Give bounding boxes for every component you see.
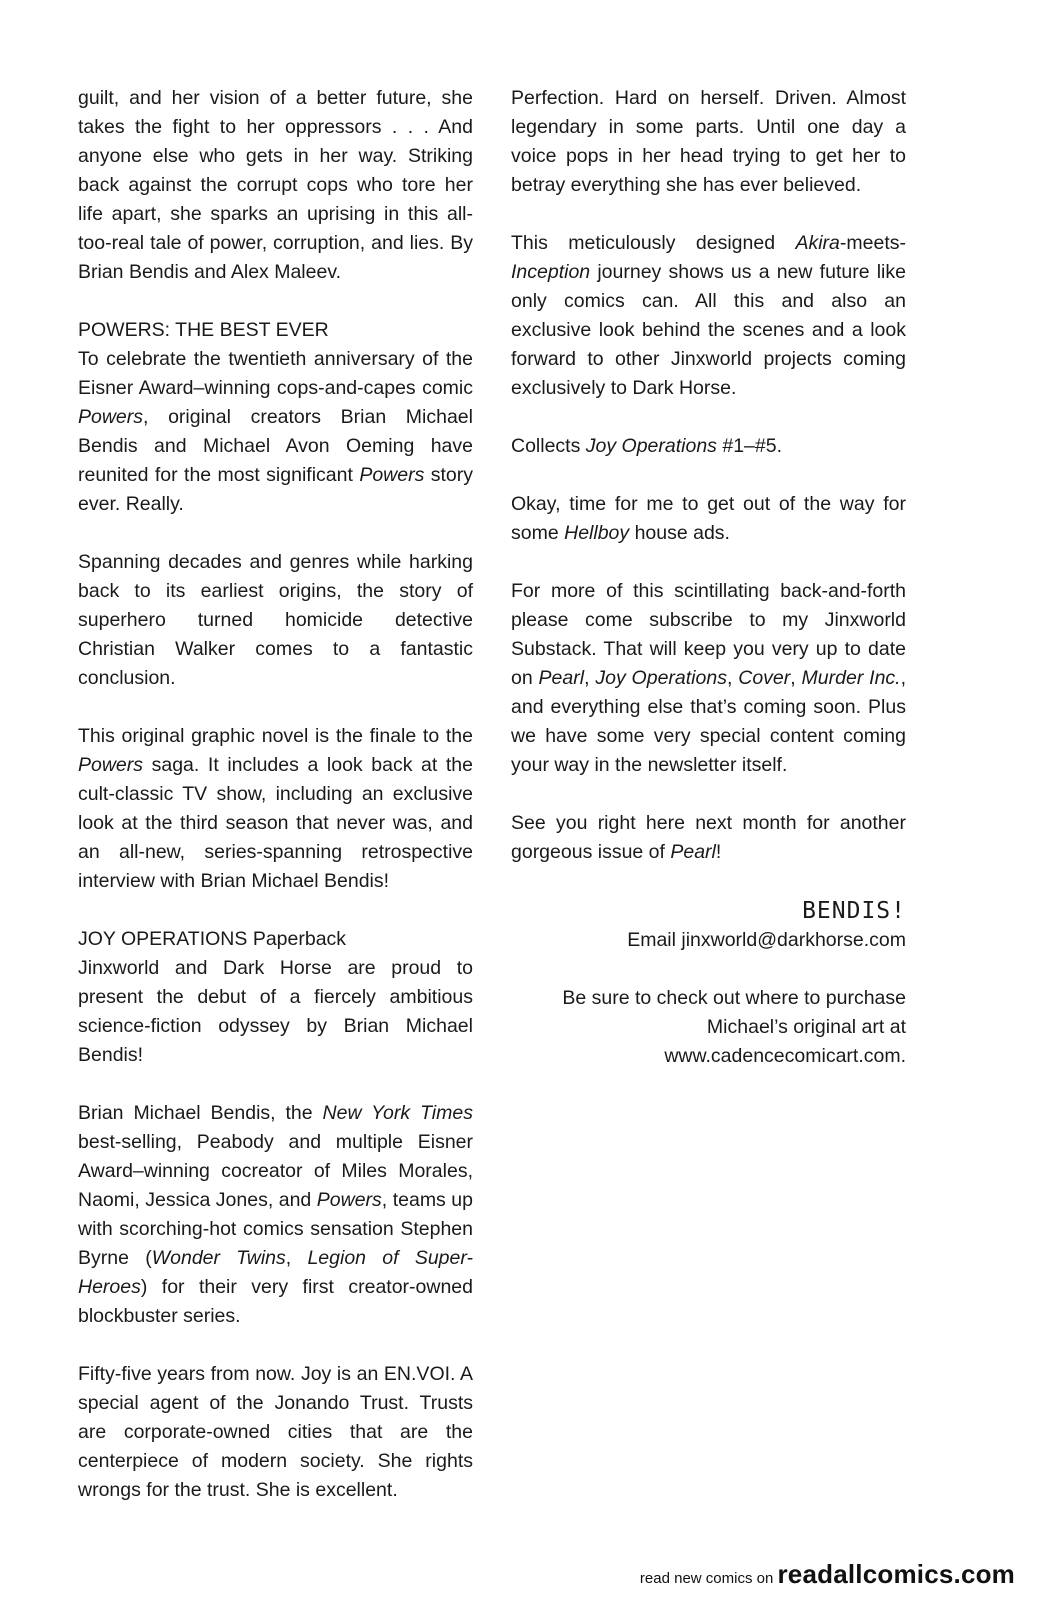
joy-paragraph-5: This meticulously designed Akira-meets-Inception journey shows us a new future like only comics can. All this and also an exclusive look behind the scenes and a look forward to other Jinxworld projects coming exclusively to Dark Horse.: [511, 232, 906, 399]
art-line-3: www.cadencecomicart.com.: [664, 1045, 906, 1067]
powers-paragraph-1: To celebrate the twentieth anniversary of the Eisner Award–winning cops-and-capes comic Powers, original creators Brian Michael Bendis and Michael Avon Oeming have reunited for the most significant Powers story ever. Really.: [78, 348, 473, 515]
art-line-2: Michael’s original art at: [706, 1016, 906, 1038]
email-line: Email jinxworld@darkhorse.com: [627, 929, 906, 951]
powers-heading: POWERS: THE BEST EVER: [78, 319, 329, 341]
closing-paragraph: See you right here next month for another gorgeous issue of Pearl!: [511, 812, 906, 863]
footer-prefix: read new comics on: [639, 1570, 778, 1587]
joy-paragraph-3: Fifty-five years from now. Joy is an EN.VOI. A special agent of the Jonando Trust. Trusts are corporate-owned cities that are the centerpiece of modern society. She rights wrongs for the trust. She is excellent.: [78, 1363, 473, 1501]
joy-paragraph-4: Perfection. Hard on herself. Driven. Almost legendary in some parts. Until one day a voice pops in her head trying to get her to betray everything she has ever believed.: [511, 87, 906, 196]
left-column: [78, 84, 473, 1505]
watermark-footer: [640, 1559, 1015, 1590]
powers-paragraph-2: Spanning decades and genres while harking back to its earliest origins, the story of superhero turned homicide detective Christian Walker comes to a fantastic conclusion.: [78, 551, 473, 689]
collects-line: Collects Joy Operations #1–#5.: [511, 435, 782, 457]
joy-paragraph-1: Jinxworld and Dark Horse are proud to present the debut of a fiercely ambitious science-fiction odyssey by Brian Michael Bendis!: [78, 957, 473, 1066]
footer-brand: readallcomics.com: [777, 1559, 1015, 1589]
intro-paragraph: guilt, and her vision of a better future, she takes the fight to her oppressors . . . And anyone else who gets in her way. Striking back against the corrupt cops who tore her life apart, she sparks an uprising in this all-too-real tale of power, corruption, and lies. By Brian Bendis and Alex Maleev.: [78, 87, 473, 283]
house-ads-paragraph: Okay, time for me to get out of the way for some Hellboy house ads.: [511, 493, 906, 544]
powers-paragraph-3: This original graphic novel is the finale to the Powers saga. It includes a look back at the cult-classic TV show, including an exclusive look at the third season that never was, and an all-new, series-spanning retrospective interview with Brian Michael Bendis!: [78, 725, 473, 892]
right-column: [511, 84, 906, 1071]
joy-heading: JOY OPERATIONS Paperback: [78, 928, 347, 950]
art-line-1: Be sure to check out where to purchase: [562, 987, 906, 1009]
substack-paragraph: For more of this scintillating back-and-forth please come subscribe to my Jinxworld Substack. That will keep you very up to date on Pearl, Joy Operations, Cover, Murder Inc., and everything else that’s coming soon. Plus we have some very special content coming your way in the newsletter itself.: [511, 580, 907, 776]
joy-paragraph-2: Brian Michael Bendis, the New York Times best-selling, Peabody and multiple Eisner Award–winning cocreator of Miles Morales, Naomi, Jessica Jones, and Powers, teams up with scorching-hot comics sensation Stephen Byrne (Wonder Twins, Legion of Super-Heroes) for their very first creator-owned blockbuster series.: [78, 1102, 473, 1327]
signature: BENDIS!: [802, 898, 906, 924]
